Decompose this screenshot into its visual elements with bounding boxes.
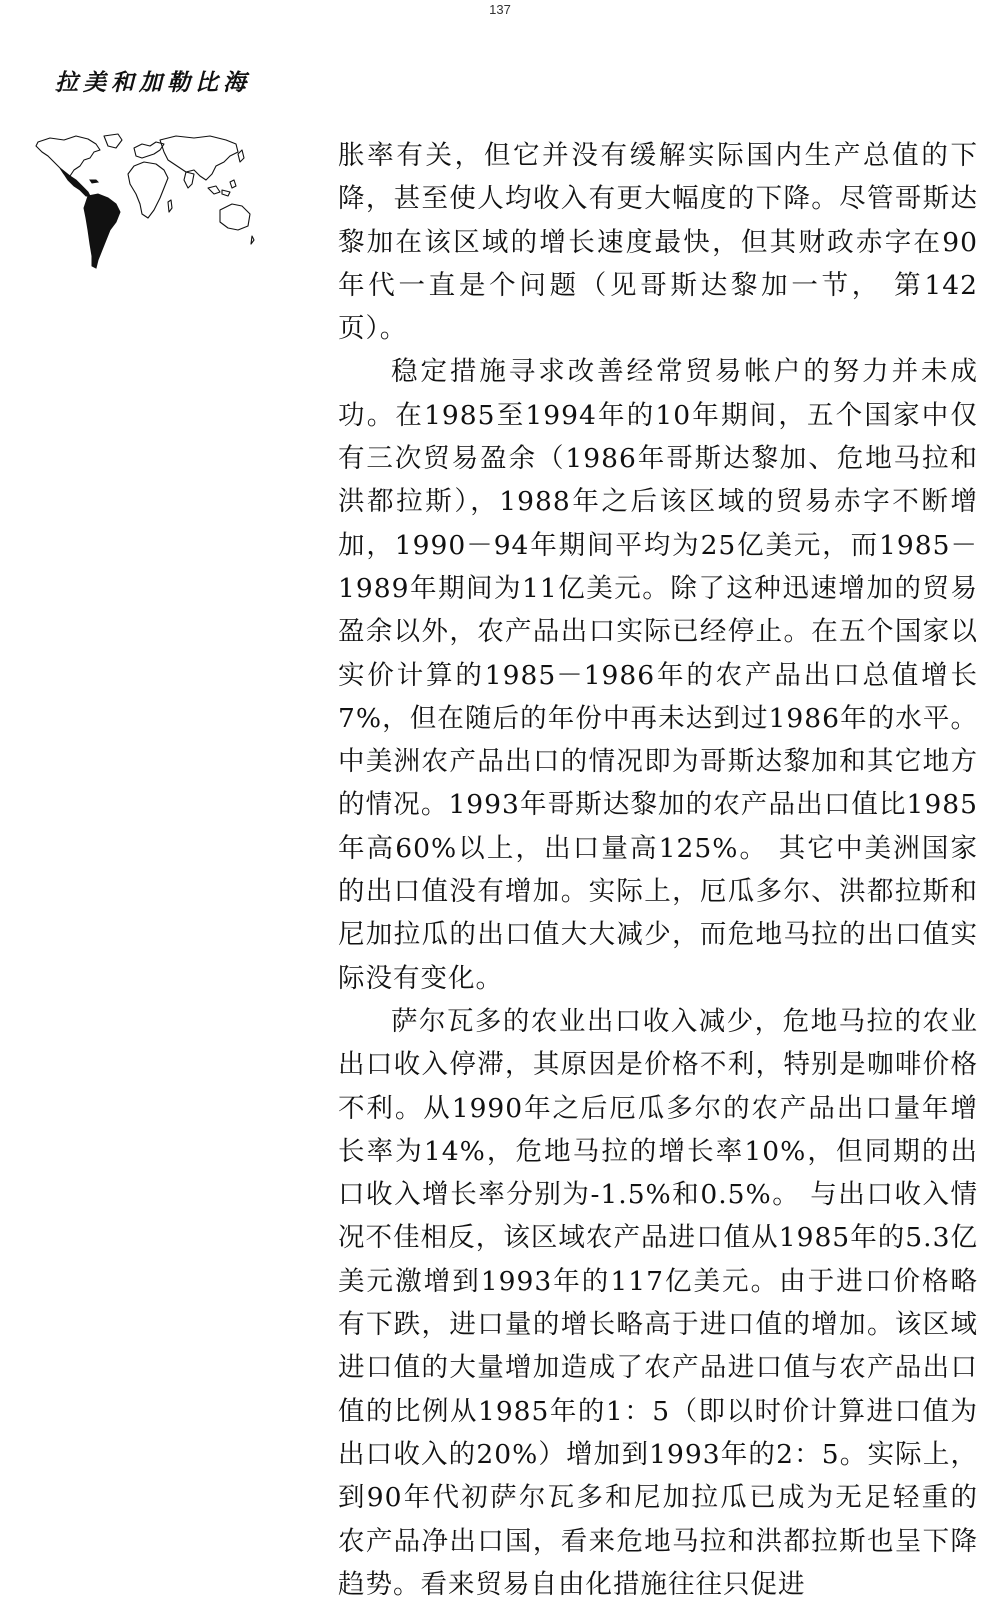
- paragraph-1: 胀率有关，但它并没有缓解实际国内生产总值的下降，甚至使人均收入有更大幅度的下降。尽管哥斯达黎加在该区域的增长速度最快，但其财政赤字在90年代一直是个问题（见哥斯达黎加一节， 第142页）。: [338, 140, 978, 345]
- paragraph-2: 稳定措施寻求改善经常贸易帐户的努力并未成功。在1985至1994年的10年期间，五个国家中仅有三次贸易盈余（1986年哥斯达黎加、危地马拉和洪都拉斯），1988年之后该区域的贸易赤字不断增加，1990－94年期间平均为25亿美元，而1985－1989年期间为11亿美元。除了这种迅速增加的贸易盈余以外，农产品出口实际已经停止。在五个国家以实价计算的1985－1986年的农产品出口总值增长7%，但在随后的年份中再未达到过1986年的水平。中美洲农产品出口的情况即为哥斯达黎加和其它地方的情况。1993年哥斯达黎加的农产品出口值比1985年高60%以上，出口量高125%。 其它中美洲国家的出口值没有增加。实际上，厄瓜多尔、洪都拉斯和尼加拉瓜的出口值大大减少，而危地马拉的出口值实际没有变化。: [338, 356, 978, 994]
- body-text: [338, 134, 978, 1606]
- section-title: 拉美和加勒比海: [55, 69, 251, 96]
- world-map-latin-america-highlighted-icon: [30, 130, 255, 275]
- page-number: 137: [489, 2, 511, 17]
- paragraph-3: 萨尔瓦多的农业出口收入减少，危地马拉的农业出口收入停滞，其原因是价格不利，特别是咖啡价格不利。从1990年之后厄瓜多尔的农产品出口量年增长率为14%，危地马拉的增长率10%，但同期的出口收入增长率分别为-1.5%和0.5%。 与出口收入情况不佳相反，该区域农产品进口值从1985年的5.3亿美元激增到1993年的117亿美元。由于进口价格略有下跌，进口量的增长略高于进口值的增加。该区域进口值的大量增加造成了农产品进口值与农产品出口值的比例从1985年的1：5（即以时价计算进口值为出口收入的20%）增加到1993年的2：5。实际上，到90年代初萨尔瓦多和尼加拉瓜已成为无足轻重的农产品净出口国，看来危地马拉和洪都拉斯也呈下降趋势。看来贸易自由化措施往往只促进: [338, 1005, 978, 1600]
